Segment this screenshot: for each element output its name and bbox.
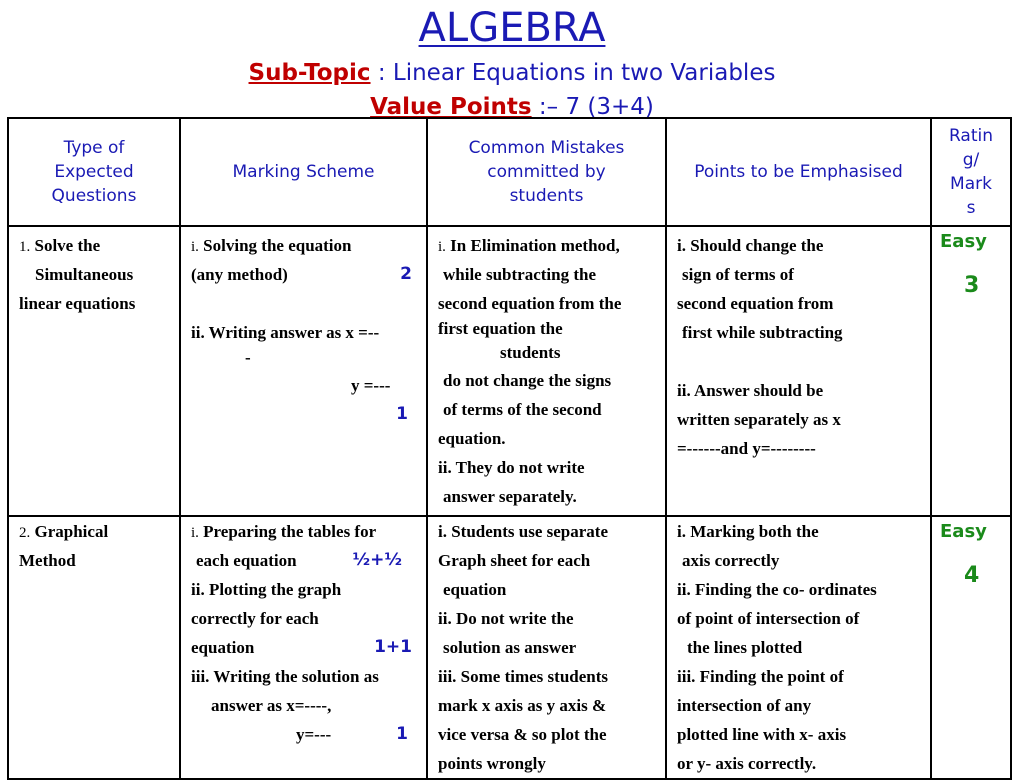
header-marking-scheme: Marking Scheme bbox=[180, 118, 427, 226]
marks-value: 3 bbox=[964, 273, 980, 298]
table-row bbox=[8, 516, 1011, 779]
mark-value: 1+1 bbox=[374, 637, 412, 657]
marks-value: 4 bbox=[964, 563, 980, 588]
mark-value: 2 bbox=[400, 264, 412, 284]
value-points-label: Value Points bbox=[370, 94, 532, 120]
table-header-row bbox=[8, 118, 1011, 226]
marking-scheme-cell: i. Preparing the tables for each equation ½+½ ii. Plotting the graph correctly for each equation 1+1 iii. Writing the solution as answer as x=----, y=--- 1 bbox=[180, 516, 427, 779]
subtopic-label: Sub-Topic bbox=[248, 60, 371, 86]
points-emphasised-cell: i. Should change the sign of terms of second equation from first while subtracting ii. Answer should be written separately as x =------and y=-------- bbox=[666, 226, 931, 516]
value-points-text: :– 7 (3+4) bbox=[531, 94, 654, 120]
common-mistakes-cell: i. In Elimination method, while subtracting the second equation from the first equation the students do not change the signs of terms of the second equation. ii. They do not write answer separately. bbox=[427, 226, 666, 516]
marking-scheme-cell: i. Solving the equation (any method) 2 ii. Writing answer as x =-- - y =--- 1 bbox=[180, 226, 427, 516]
table-row bbox=[8, 226, 1011, 516]
header-type-of-questions: Type of Expected Questions bbox=[8, 118, 180, 226]
rating-cell bbox=[931, 516, 1011, 779]
common-mistakes-cell: i. Students use separate Graph sheet for each equation ii. Do not write the solution as answer iii. Some times students mark x axis as y axis & vice versa & so plot the points wrongly bbox=[427, 516, 666, 779]
mark-value: 1 bbox=[396, 724, 408, 744]
difficulty-label: Easy bbox=[940, 231, 987, 252]
question-cell: 1. Solve the Simultaneous linear equations bbox=[8, 226, 180, 516]
question-cell: 2. Graphical Method bbox=[8, 516, 180, 779]
subtopic-text: : Linear Equations in two Variables bbox=[370, 60, 776, 86]
marking-scheme-table bbox=[7, 117, 1012, 780]
page-title: ALGEBRA bbox=[418, 5, 606, 51]
mark-value: ½+½ bbox=[352, 550, 402, 570]
header-rating-marks: Ratin g/ Mark s bbox=[931, 118, 1011, 226]
rating-cell bbox=[931, 226, 1011, 516]
points-emphasised-cell: i. Marking both the axis correctly ii. Finding the co- ordinates of point of intersection of the lines plotted iii. Finding the point of intersection of any plotted line with x- axis or y- axis correctly. bbox=[666, 516, 931, 779]
difficulty-label: Easy bbox=[940, 521, 987, 542]
mark-value: 1 bbox=[396, 404, 408, 424]
subtopic-line bbox=[0, 58, 1024, 88]
header-points-emphasised: Points to be Emphasised bbox=[666, 118, 931, 226]
header-common-mistakes: Common Mistakes committed by students bbox=[427, 118, 666, 226]
